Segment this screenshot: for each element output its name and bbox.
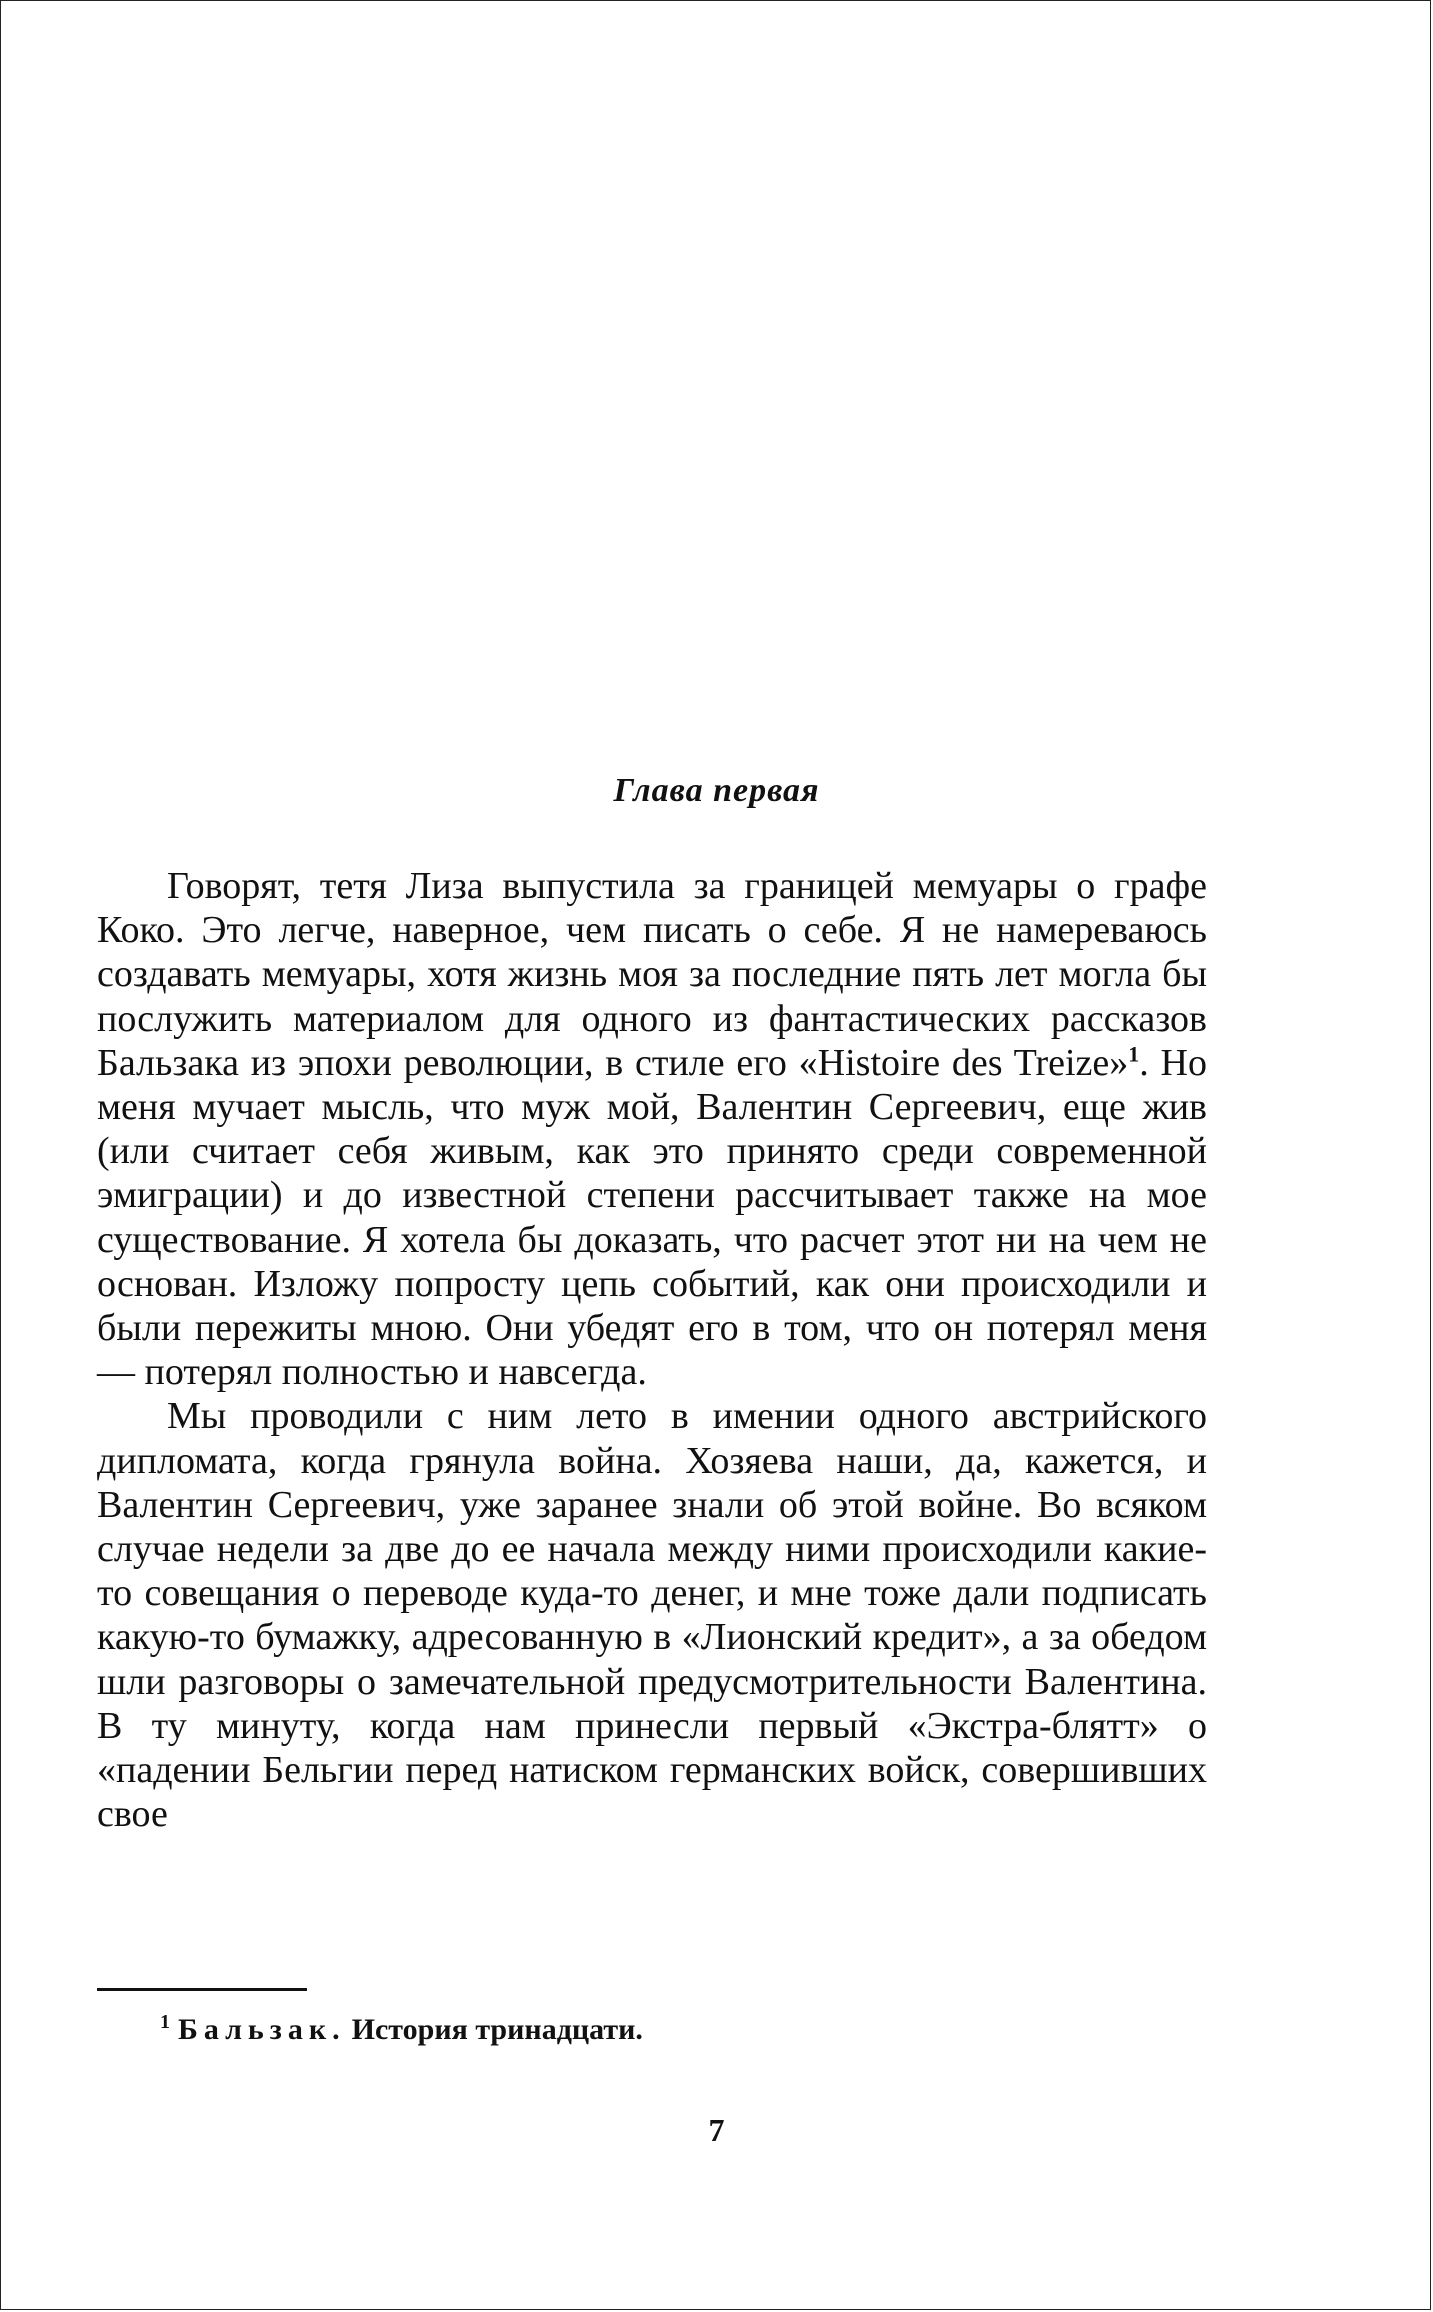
chapter-title: Глава первая (613, 772, 820, 809)
footnote-number: 1 (160, 2011, 170, 2033)
paragraph-2 (97, 1394, 1207, 1836)
paragraph-1 (97, 864, 1207, 1394)
footnote-text: История тринадцати. (351, 2013, 643, 2046)
paragraph-1-text: Говорят, тетя Лиза выпустила за границей мемуары о графе Коко. Это легче, наверное, чем писать о себе. Я не намереваюсь создавать мемуары, хотя жизнь моя за последние пять лет могла бы послужить материалом для одного из фантастических рассказов Бальзака из эпохи революции, в стиле его «Histoire des Treize» (97, 865, 1207, 1084)
body-text (97, 864, 1207, 1836)
footnote-divider (97, 1988, 307, 1991)
paragraph-2-text: Мы проводили с ним лето в имении одного австрийского дипломата, когда грянула война. Хозяева наши, да, кажется, и Валентин Сергеевич, уже заранее знали об этой войне. Во всяком случае недели за две до ее начала между ними происходили какие-то совещания о переводе куда-то денег, и мне тоже дали подписать какую-то бумажку, адресованную в «Лионский кредит», а за обедом шли разговоры о замечательной предусмотрительности Валентина. В ту минуту, когда нам принесли первый «Экстра-блятт» о «падении Бельгии перед натиском германских войск, совершивших свое (97, 1395, 1207, 1836)
paragraph-1-text-continued: . Но меня мучает мысль, что муж мой, Валентин Сергеевич, еще жив (или считает себя живым, как это принято среди современной эмиграции) и до известной степени рассчитывает также на мое существование. Я хотела бы доказать, что расчет этот ни на чем не основан. Изложу попросту цепь событий, как они происходили и были пережиты мною. Они убедят его в том, что он потерял меня — потерял полностью и навсегда. (97, 1041, 1207, 1394)
page-number: 7 (708, 2112, 725, 2148)
footnote-reference-mark: 1 (1128, 1041, 1140, 1067)
footnote-author: Бальзак. (178, 2013, 346, 2046)
footnote (160, 2010, 643, 2050)
